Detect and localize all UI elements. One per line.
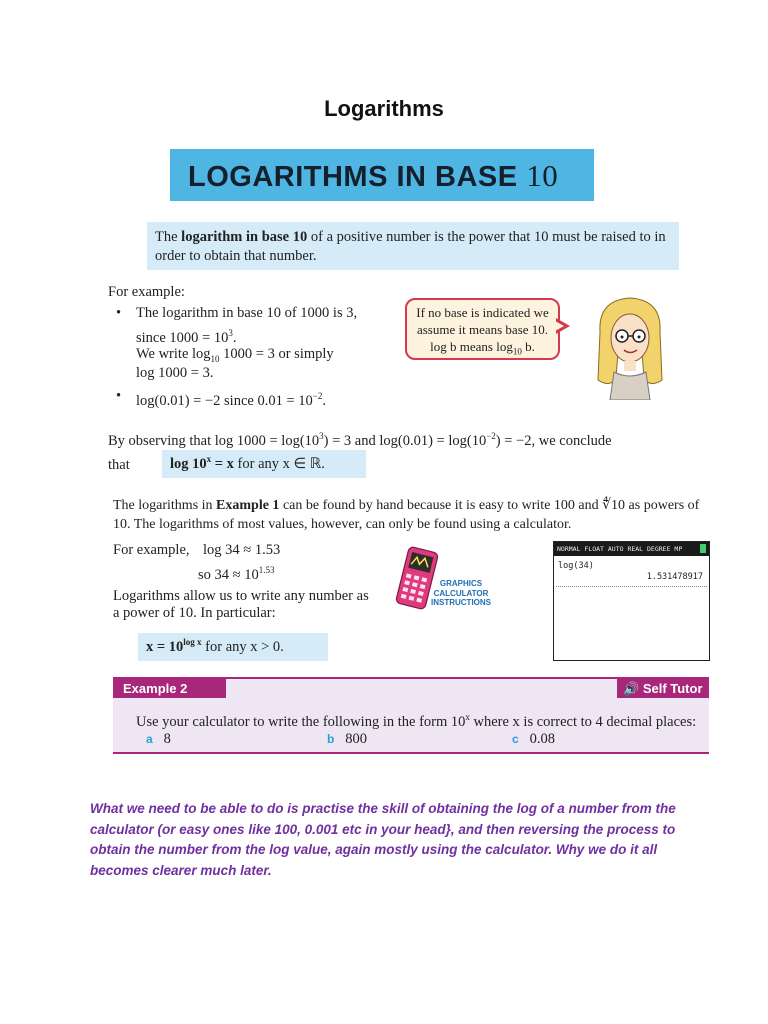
- banner-number: 10: [526, 158, 559, 193]
- bullet1-line1: The logarithm in base 10 of 1000 is 3,: [136, 305, 358, 321]
- calculator-divider: [556, 586, 707, 587]
- example1-paragraph: The logarithms in Example 1 can be found by hand because it is easy to write 100 and ∜10 as powers of 10. The logarithms of most values, however, can only be found using a calculator.: [113, 498, 700, 532]
- battery-icon: [700, 544, 706, 553]
- definition-bold: logarithm in base 10: [181, 229, 308, 245]
- bullet1-line4: log 1000 = 3.: [136, 365, 214, 381]
- bullet-dot: •: [116, 388, 122, 404]
- example2-instruction: Use your calculator to write the following in the form 10$^x$ where x is correct to 4 decimal places:: [136, 712, 697, 730]
- bullet1-line3: We write $\log_{10} 1000 = 3$ or simply: [136, 346, 334, 364]
- that-label: that: [108, 457, 130, 473]
- part-b: b 800: [327, 731, 367, 747]
- log34-line2: so $34 \approx 10^{1.53}$: [198, 565, 275, 583]
- graphics-calculator-link[interactable]: GRAPHICS CALCULATOR INSTRUCTIONS: [431, 579, 491, 607]
- allow-line2: a power of 10. In particular:: [113, 605, 276, 621]
- calculator-input: log(34): [558, 561, 594, 571]
- definition-box: [147, 222, 679, 270]
- bubble-tail-inner: [555, 321, 564, 331]
- definition-pre: The: [155, 229, 182, 245]
- example2-box: [113, 677, 709, 754]
- speaker-icon: 🔊: [623, 681, 640, 696]
- self-tutor-label: Self Tutor: [642, 681, 703, 696]
- for-example-label: For example:: [108, 284, 185, 300]
- teacher-note: What we need to be able to do is practise the skill of obtaining the log of a number from the calculator (or easy ones like 100, 0.001 etc in your head}, and then reversing the process to obtain the number from the log value, again mostly using the calculator. Why we do it all becomes clearer much later.: [90, 801, 676, 878]
- example2-label: Example 2: [113, 679, 226, 698]
- definition-post: of a positive number is the power that 10 must be raised to in order to obtain that number.: [155, 229, 666, 264]
- bullet1-line2: since $1000 = 10^3$.: [136, 328, 237, 346]
- observing-line: By observing that $\log 1000 = \log(10^3) = 3$ and $\log(0.01) = \log(10^{-2}) = -2$, we conclude: [108, 431, 612, 449]
- formula-log10x: $\log 10^x = x$ for any x ∈ ℝ.: [162, 450, 366, 478]
- section-banner: [170, 149, 594, 201]
- calculator-output: 1.531478917: [646, 572, 703, 582]
- bullet-dot: •: [116, 305, 122, 321]
- banner-text: LOGARITHMS IN BASE: [188, 161, 518, 193]
- log34-line1: log 34 ≈ 1.53: [203, 542, 281, 558]
- formula-x-equals: $x = 10^{log x}$ for any x > 0.: [138, 633, 328, 661]
- page-title: Logarithms: [324, 96, 444, 121]
- teacher-cartoon-icon: [590, 292, 670, 400]
- bubble-line2: assume it means base 10.: [416, 322, 549, 337]
- bubble-line3: log b means $\log_{10} b$.: [430, 339, 535, 357]
- part-a: a 8: [146, 731, 171, 747]
- calculator-status-bar: NORMAL FLOAT AUTO REAL DEGREE MP: [554, 542, 709, 556]
- calculator-screen: [553, 541, 710, 661]
- part-c: c 0.08: [512, 731, 555, 747]
- bullet2-text: log(0.01) = −2 since $0.01 = 10^{-2}$.: [136, 391, 326, 409]
- for-example2-label: For example,: [113, 542, 190, 558]
- allow-line1: Logarithms allow us to write any number as: [113, 588, 369, 604]
- speech-bubble: [405, 298, 560, 360]
- self-tutor-button[interactable]: [617, 679, 709, 698]
- bubble-line1: If no base is indicated we: [416, 305, 549, 320]
